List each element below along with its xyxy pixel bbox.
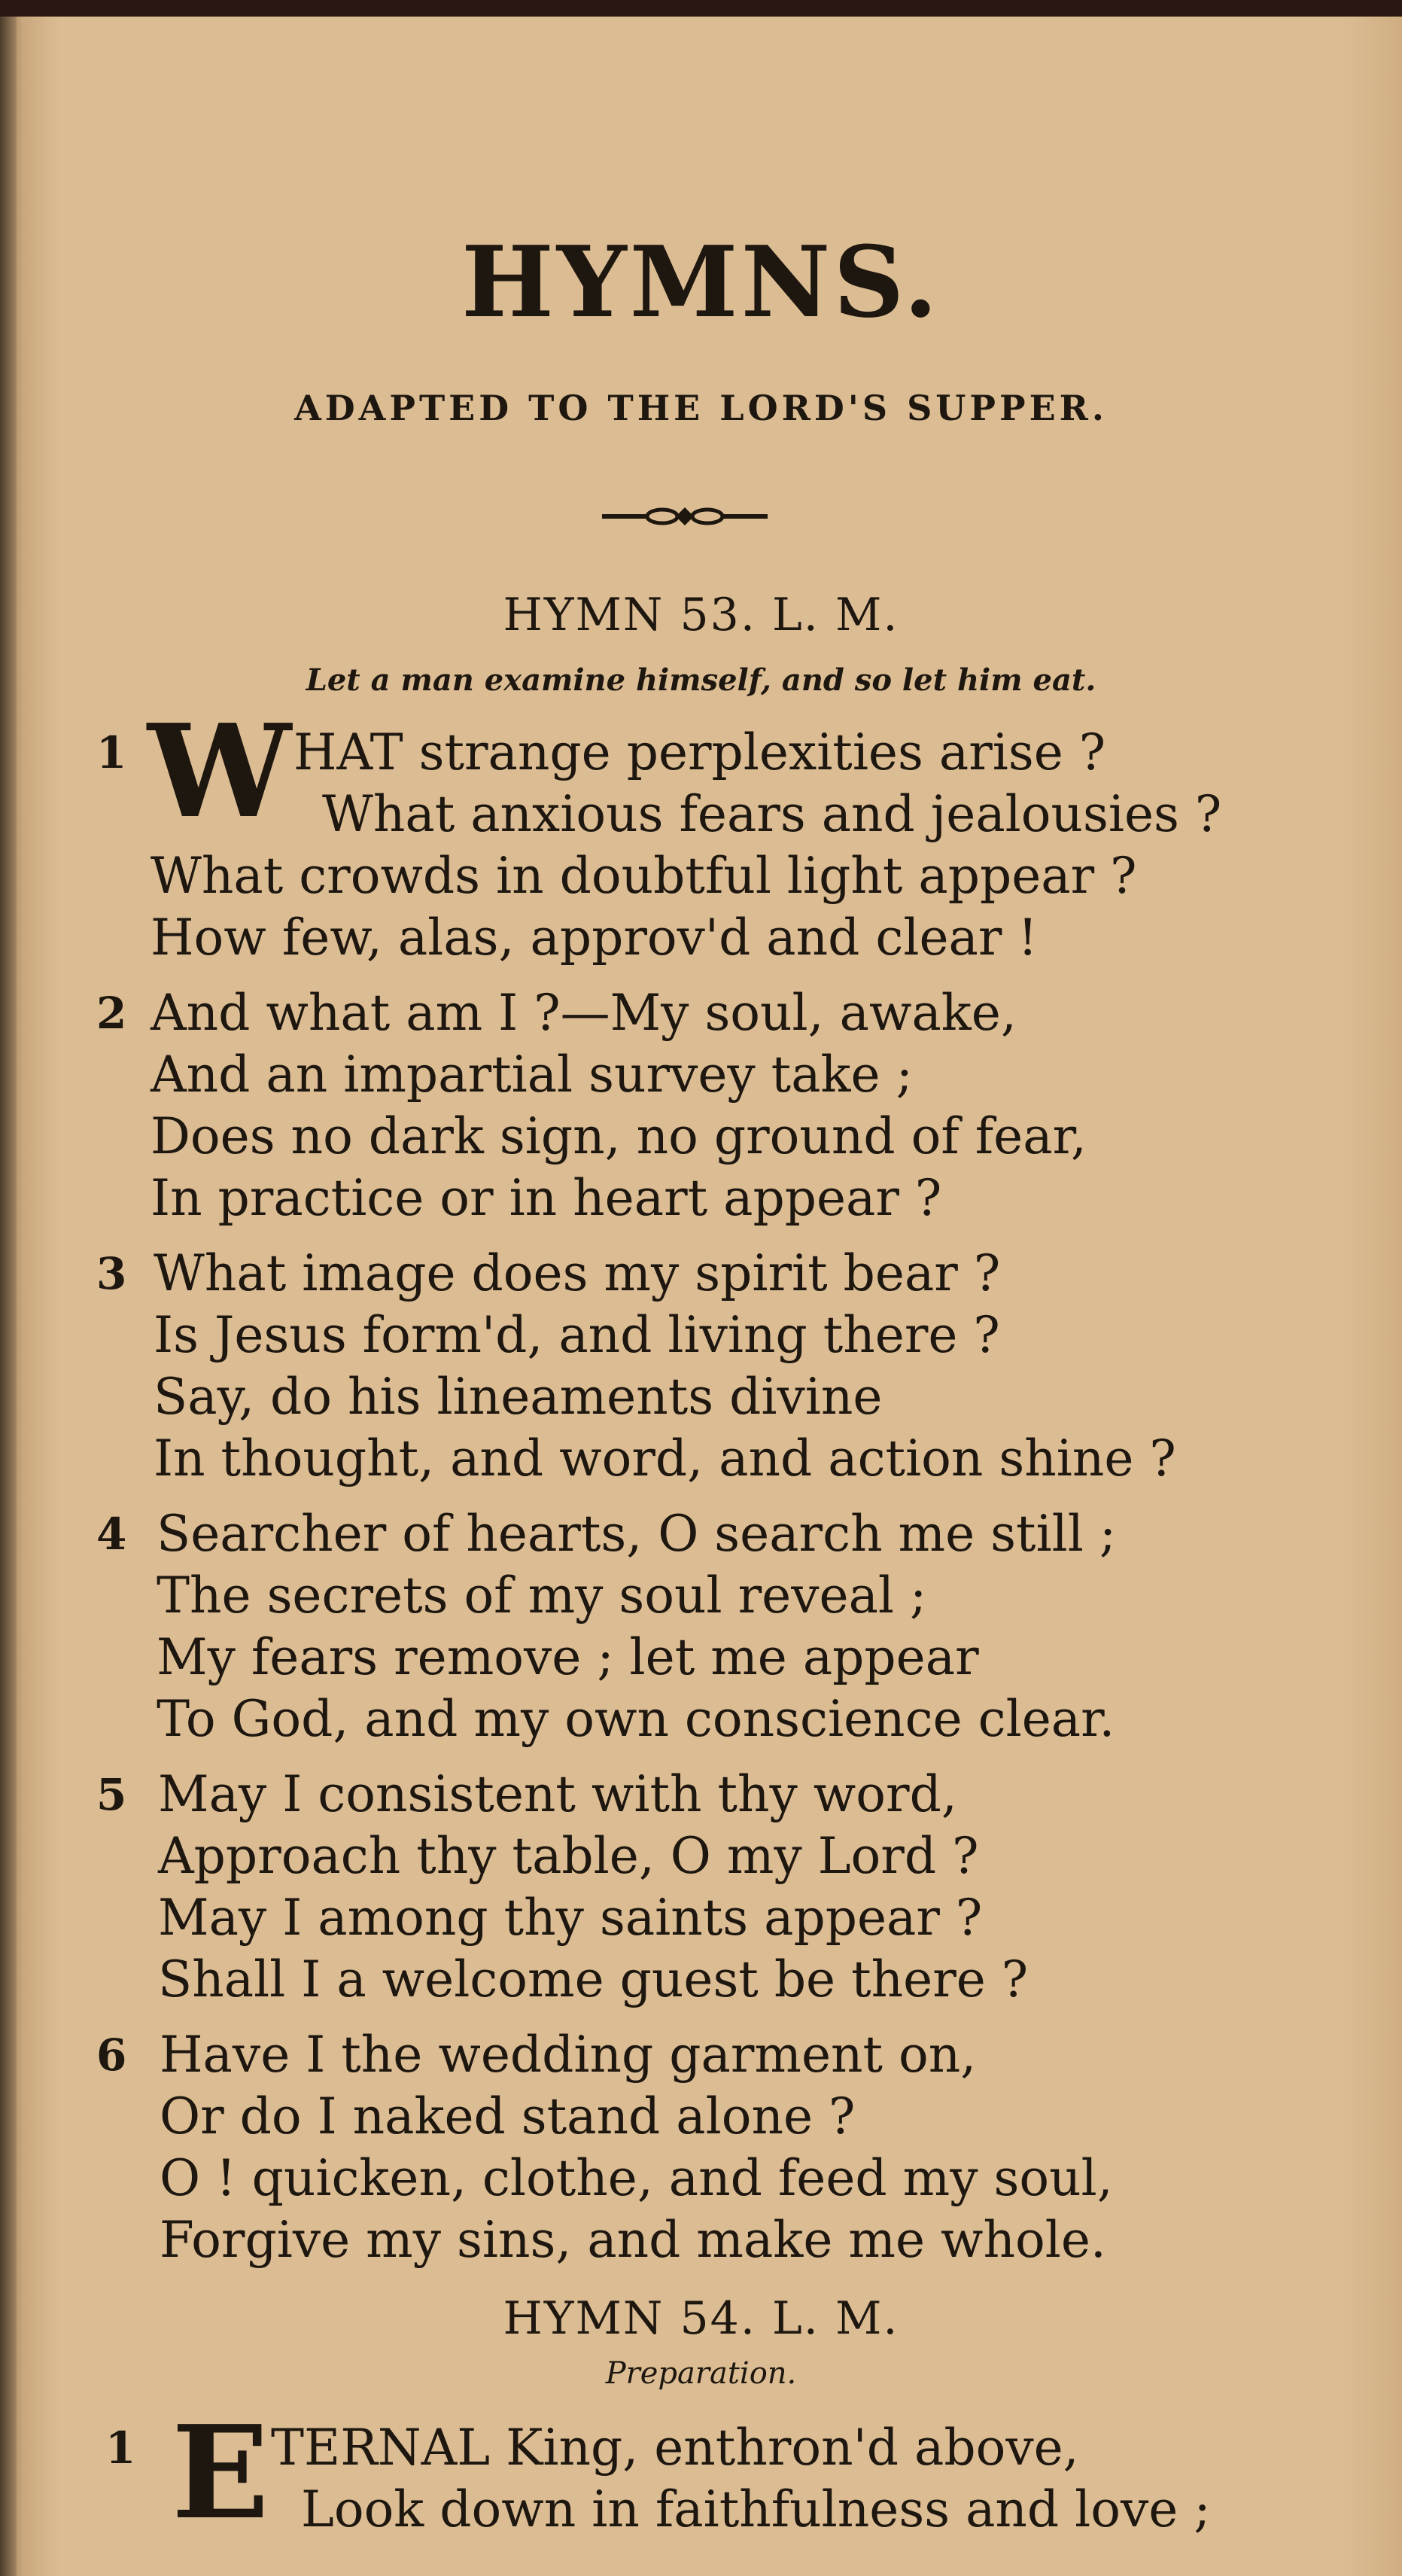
verse-line: My fears remove ; let me appear	[157, 1628, 979, 1686]
verse-line: What anxious fears and jealousies ?	[322, 785, 1222, 843]
page-subtitle: ADAPTED TO THE LORD'S SUPPER.	[294, 388, 1108, 428]
hymn-54-heading: HYMN 54. L. M.	[503, 2292, 899, 2345]
stanza-number: 1	[105, 2422, 136, 2474]
drop-cap: W	[147, 696, 291, 847]
verse-line: What crowds in doubtful light appear ?	[151, 847, 1137, 905]
ornament-divider-icon	[602, 503, 768, 530]
verse-line: May I among thy saints appear ?	[158, 1889, 983, 1947]
verse-line: And an impartial survey take ;	[151, 1046, 913, 1104]
verse-line: How few, alas, approv'd and clear !	[151, 909, 1038, 967]
verse-line: What image does my spirit bear ?	[154, 1244, 1001, 1302]
verse-line: Say, do his lineaments divine	[154, 1368, 883, 1426]
page-title: HYMNS.	[461, 224, 941, 340]
drop-cap: E	[172, 2398, 269, 2548]
stanza-number: 6	[96, 2029, 127, 2081]
verse-line: Does no dark sign, no ground of fear,	[151, 1107, 1087, 1165]
verse-line: And what am I ?—My soul, awake,	[151, 984, 1017, 1042]
stanza-number: 3	[96, 1248, 127, 1299]
hymn-53-epigraph: Let a man examine himself, and so let him eat.	[306, 662, 1096, 698]
verse-line: Or do I naked stand alone ?	[160, 2087, 856, 2145]
verse-line: Approach thy table, O my Lord ?	[158, 1827, 979, 1885]
verse-line: Have I the wedding garment on,	[160, 2026, 977, 2084]
page-top-edge	[0, 0, 1402, 17]
verse-line: In practice or in heart appear ?	[151, 1169, 942, 1227]
verse-line: TERNAL King, enthron'd above,	[271, 2419, 1079, 2477]
verse-line: In thought, and word, and action shine ?	[154, 1430, 1176, 1487]
verse-line: Shall I a welcome guest be there ?	[158, 1950, 1029, 2008]
stanza-number: 5	[96, 1769, 127, 1820]
hymn-53-heading: HYMN 53. L. M.	[503, 589, 899, 641]
verse-line: O ! quicken, clothe, and feed my soul,	[160, 2149, 1113, 2207]
stanza-number: 2	[96, 988, 127, 1039]
verse-line: HAT strange perplexities arise ?	[293, 723, 1106, 781]
verse-line: May I consistent with thy word,	[158, 1765, 957, 1823]
stanza-number: 4	[96, 1509, 127, 1560]
verse-line: Look down in faithfulness and love ;	[301, 2480, 1211, 2538]
verse-line: Forgive my sins, and make me whole.	[160, 2211, 1106, 2269]
verse-line: Is Jesus form'd, and living there ?	[154, 1306, 1000, 1364]
stanza-number: 1	[96, 727, 127, 778]
verse-line: The secrets of my soul reveal ;	[157, 1567, 927, 1624]
verse-line: Searcher of hearts, O search me still ;	[157, 1505, 1117, 1563]
hymn-54-subheading: Preparation.	[605, 2356, 797, 2391]
verse-line: To God, and my own conscience clear.	[157, 1690, 1115, 1748]
